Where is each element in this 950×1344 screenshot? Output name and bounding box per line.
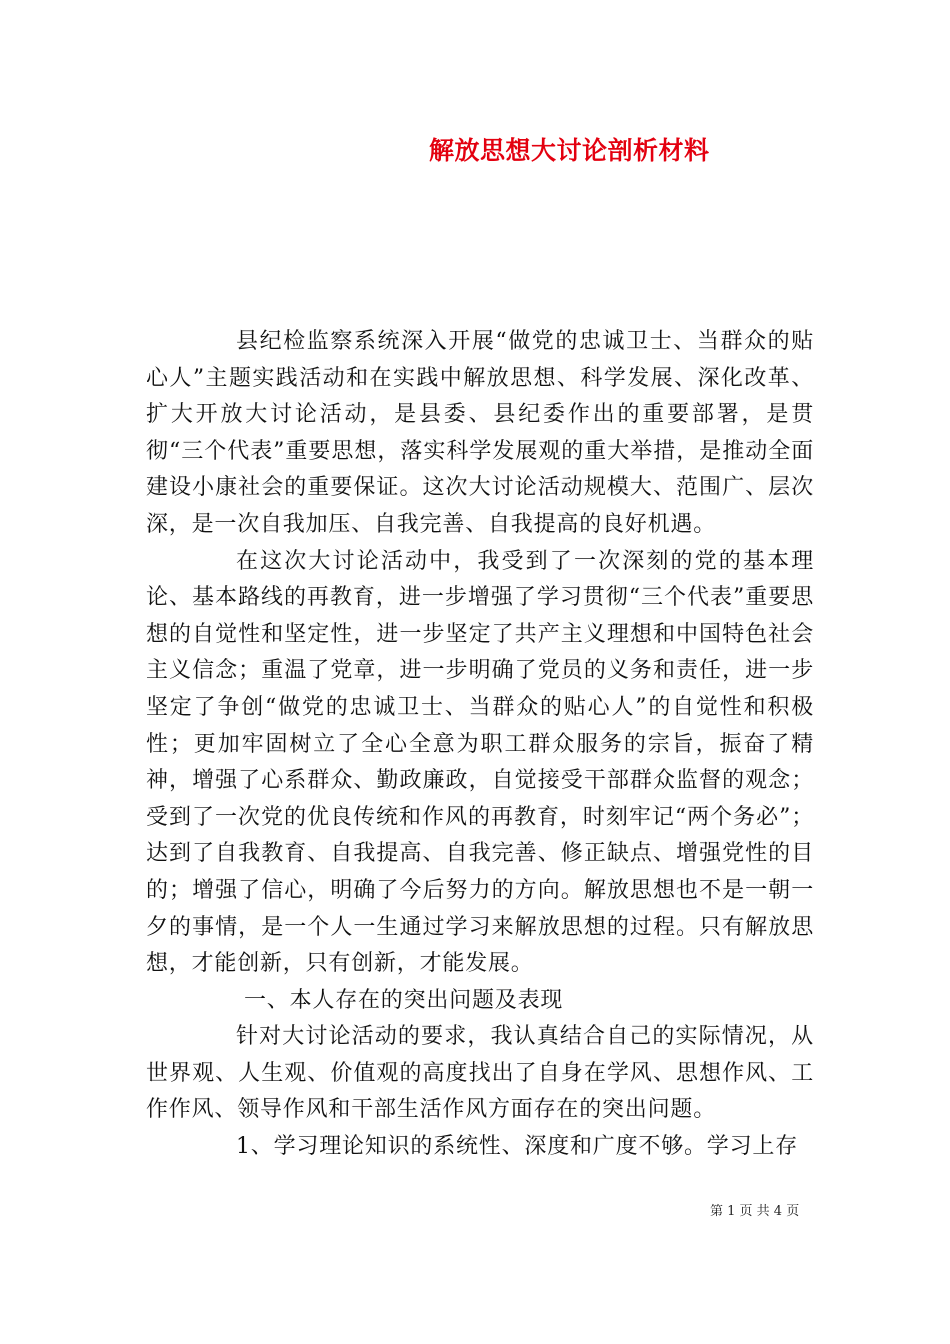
paragraph-reflection: 在这次大讨论活动中，我受到了一次深刻的党的基本理论、基本路线的再教育，进一步增强了学习贯彻“三个代表”重要思想的自觉性和坚定性，进一步坚定了共产主义理想和中国特色社会主义信念；重温了党章，进一步明确了党员的义务和责任，进一步坚定了争创“做党的忠诚卫士、当群众的贴心人”的自觉性和积极性；更加牢固树立了全心全意为职工群众服务的宗旨，振奋了精神，增强了心系群众、勤政廉政，自觉接受干部群众监督的观念；受到了一次党的优良传统和作风的再教育，时刻牢记“两个务必”；达到了自我教育、自我提高、自我完善、修正缺点、增强党性的目的；增强了信心，明确了今后努力的方向。解放思想也不是一朝一夕的事情，是一个人一生通过学习来解放思想的过程。只有解放思想，才能创新，只有创新，才能发展。 bbox=[146, 548, 814, 977]
section-heading-problems: 一、本人存在的突出问题及表现 bbox=[244, 987, 564, 1013]
paragraph-item-1: 1、学习理论知识的系统性、深度和广度不够。学习上存 bbox=[236, 1134, 798, 1160]
paragraph-problems-intro: 针对大讨论活动的要求，我认真结合自己的实际情况，从世界观、人生观、价值观的高度找出了自身在学风、思想作风、工作作风、领导作风和干部生活作风方面存在的突出问题。 bbox=[146, 1024, 814, 1123]
paragraph-intro: 县纪检监察系统深入开展“做党的忠诚卫士、当群众的贴心人”主题实践活动和在实践中解放思想、科学发展、深化改革、扩大开放大讨论活动，是县委、县纪委作出的重要部署，是贯彻“三个代表”重要思想，落实科学发展观的重大举措，是推动全面建设小康社会的重要保证。这次大讨论活动规模大、范围广、层次深，是一次自我加压、自我完善、自我提高的良好机遇。 bbox=[146, 329, 814, 537]
page-number-footer: 第 1 页 共 4 页 bbox=[710, 1204, 800, 1219]
document-title: 解放思想大讨论剖析材料 bbox=[429, 136, 710, 165]
document-body bbox=[146, 324, 814, 1166]
